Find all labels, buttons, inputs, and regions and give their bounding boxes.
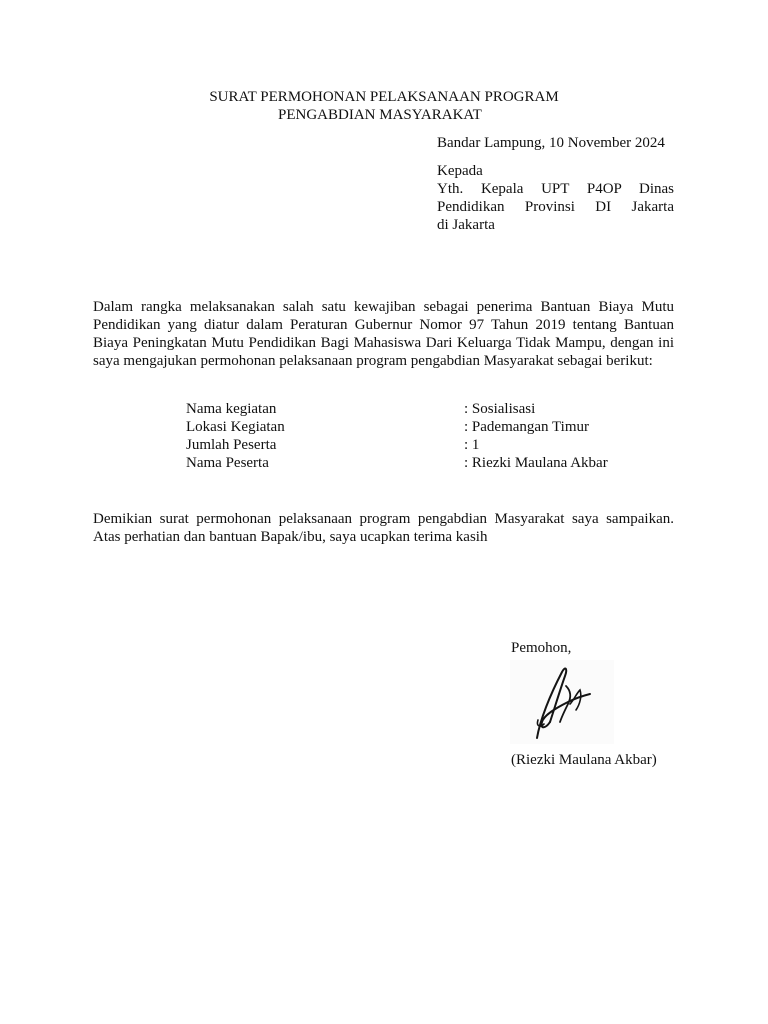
recipient-location: di Jakarta — [437, 217, 495, 233]
activity-details — [186, 400, 656, 472]
applicant-name: (Riezki Maulana Akbar) — [511, 752, 657, 768]
detail-row-participant-name — [186, 454, 656, 472]
detail-value: : 1 — [464, 437, 480, 453]
closing-paragraph: Demikian surat permohonan pelaksanaan program pengabdian Masyarakat saya sampaikan. Atas perhatian dan bantuan Bapak/ibu, saya ucapkan terima kasih — [93, 511, 674, 545]
date-place: Bandar Lampung, 10 November 2024 — [437, 135, 665, 151]
detail-label: Nama kegiatan — [186, 401, 277, 417]
signature-drawing — [510, 660, 614, 744]
recipient-line1: Yth. Kepala UPT P4OP Dinas — [437, 181, 674, 197]
detail-row-activity-name — [186, 400, 656, 418]
detail-label: Jumlah Peserta — [186, 437, 277, 453]
detail-label: Lokasi Kegiatan — [186, 419, 285, 435]
letter-title-line1: SURAT PERMOHONAN PELAKSANAAN PROGRAM — [209, 89, 559, 105]
recipient-block — [437, 162, 674, 234]
detail-value: : Riezki Maulana Akbar — [464, 455, 608, 471]
body-paragraph: Dalam rangka melaksanakan salah satu kewajiban sebagai penerima Bantuan Biaya Mutu Pendidikan yang diatur dalam Peraturan Gubernur Nomor 97 Tahun 2019 tentang Bantuan Biaya Peningkatan Mutu Pendidikan Bagi Mahasiswa Dari Keluarga Tidak Mampu, dengan ini saya mengajukan permohonan pelaksanaan program pengabdian Masyarakat sebagai berikut: — [93, 299, 674, 369]
signature-image — [510, 660, 614, 744]
detail-row-participant-count — [186, 436, 656, 454]
detail-value: : Pademangan Timur — [464, 419, 590, 435]
applicant-label: Pemohon, — [511, 640, 572, 656]
letter-title-line2: PENGABDIAN MASYARAKAT — [278, 107, 482, 123]
recipient-line2: Pendidikan Provinsi DI Jakarta — [437, 199, 674, 215]
detail-value: : Sosialisasi — [464, 401, 536, 417]
detail-row-activity-location — [186, 418, 656, 436]
detail-label: Nama Peserta — [186, 455, 269, 471]
recipient-salutation: Kepada — [437, 163, 483, 179]
